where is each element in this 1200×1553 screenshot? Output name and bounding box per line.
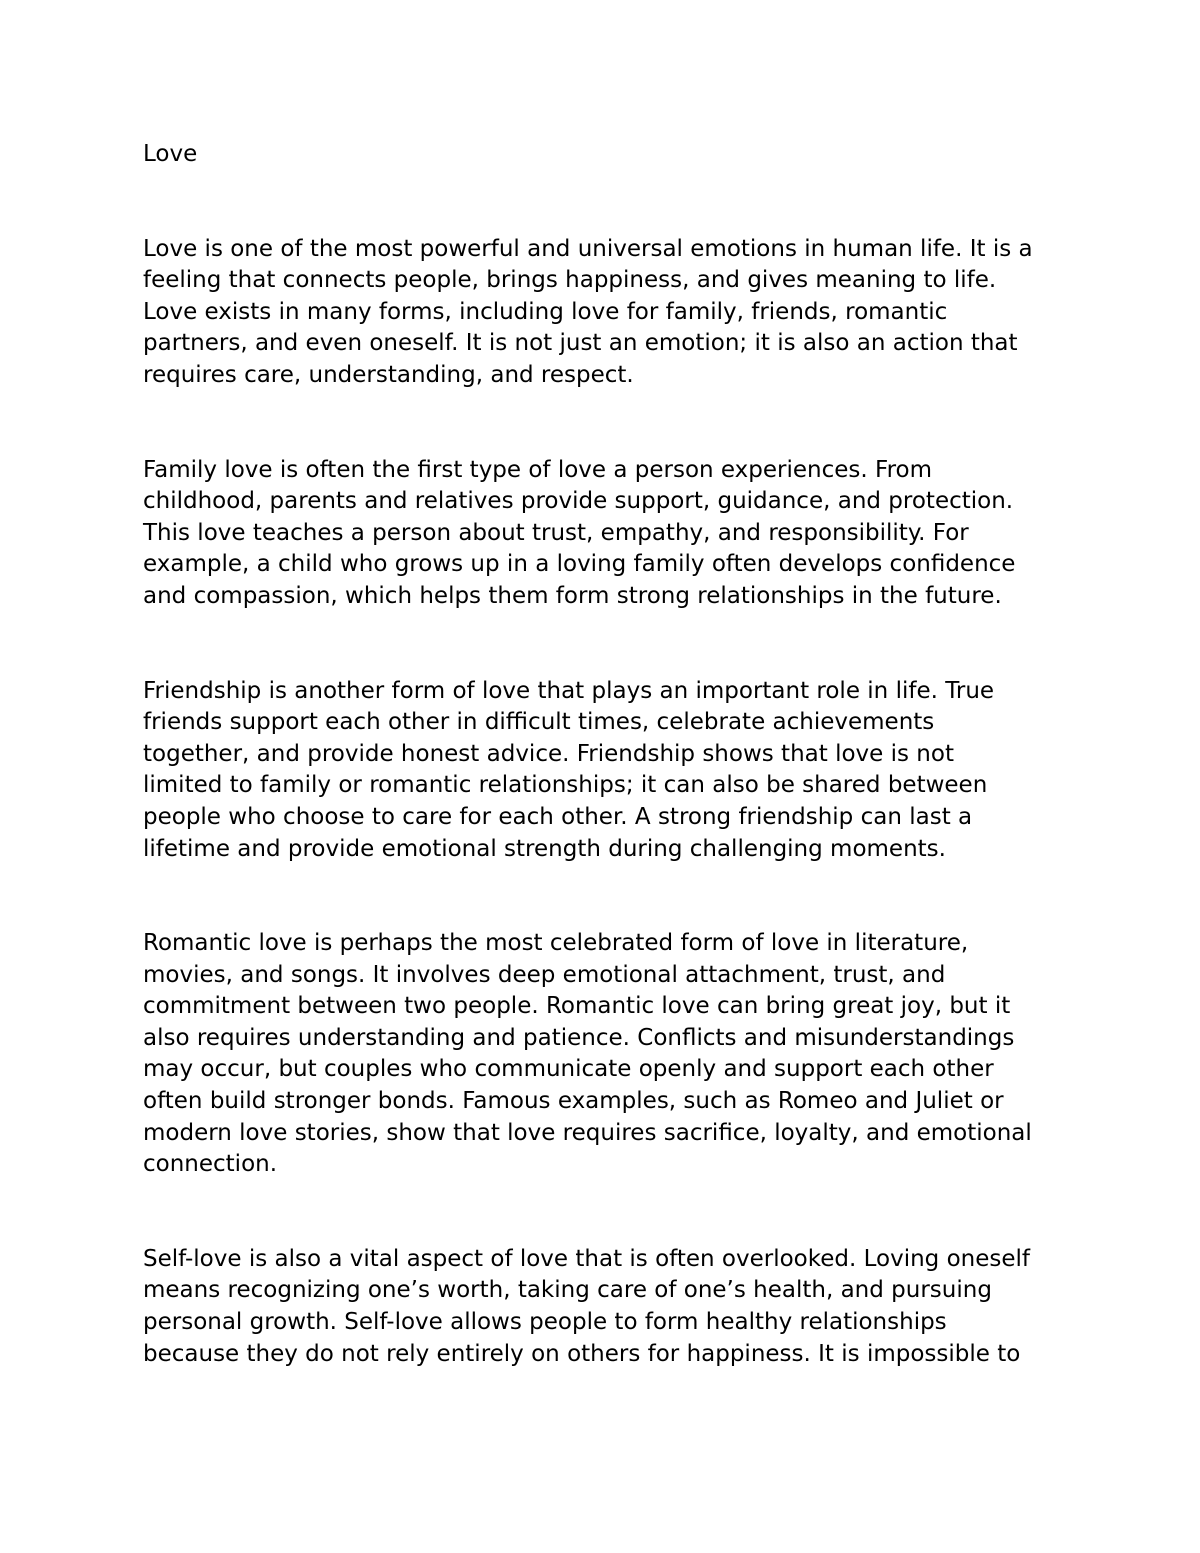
text-line: friends support each other in difficult times, celebrate achievements [143, 709, 935, 736]
paragraph-intro [143, 234, 1063, 392]
text-line: Family love is often the first type of love a person experiences. From [143, 456, 932, 483]
text-line: Love is one of the most powerful and universal emotions in human life. It is a [143, 235, 1033, 262]
text-line: because they do not rely entirely on others for happiness. It is impossible to [143, 1340, 1021, 1367]
text-line: This love teaches a person about trust, empathy, and responsibility. For [143, 519, 969, 546]
text-line: movies, and songs. It involves deep emotional attachment, trust, and [143, 961, 946, 988]
text-line: feeling that connects people, brings happiness, and gives meaning to life. [143, 267, 997, 294]
text-line: and compassion, which helps them form strong relationships in the future. [143, 582, 1002, 609]
text-line: Friendship is another form of love that plays an important role in life. True [143, 677, 995, 704]
text-line: Love exists in many forms, including love for family, friends, romantic [143, 298, 948, 325]
text-line: people who choose to care for each other. A strong friendship can last a [143, 803, 973, 830]
text-line: may occur, but couples who communicate openly and support each other [143, 1056, 994, 1083]
text-line: modern love stories, show that love requires sacrifice, loyalty, and emotional [143, 1119, 1032, 1146]
text-line: requires care, understanding, and respect. [143, 361, 634, 388]
text-line: connection. [143, 1151, 278, 1178]
text-line: Romantic love is perhaps the most celebrated form of love in literature, [143, 930, 969, 957]
text-line: personal growth. Self-love allows people to form healthy relationships [143, 1309, 947, 1336]
text-line: limited to family or romantic relationships; it can also be shared between [143, 772, 988, 799]
document-title: Love [143, 141, 198, 167]
text-line: also requires understanding and patience. Conflicts and misunderstandings [143, 1024, 1015, 1051]
paragraph-family-love [143, 455, 1063, 613]
text-line: often build stronger bonds. Famous examples, such as Romeo and Juliet or [143, 1088, 1004, 1115]
document-body [143, 139, 1063, 1433]
text-line: commitment between two people. Romantic love can bring great joy, but it [143, 993, 1011, 1020]
paragraph-friendship [143, 676, 1063, 866]
paragraph-romantic-love [143, 928, 1063, 1181]
text-line: means recognizing one’s worth, taking care of one’s health, and pursuing [143, 1277, 992, 1304]
paragraph-self-love [143, 1244, 1063, 1370]
text-line: example, a child who grows up in a loving family often develops confidence [143, 551, 1016, 578]
text-line: together, and provide honest advice. Friendship shows that love is not [143, 740, 954, 767]
text-line: Self-love is also a vital aspect of love that is often overlooked. Loving oneself [143, 1245, 1030, 1272]
text-line: childhood, parents and relatives provide support, guidance, and protection. [143, 488, 1014, 515]
text-line: lifetime and provide emotional strength during challenging moments. [143, 835, 946, 862]
text-line: partners, and even oneself. It is not just an emotion; it is also an action that [143, 330, 1018, 357]
